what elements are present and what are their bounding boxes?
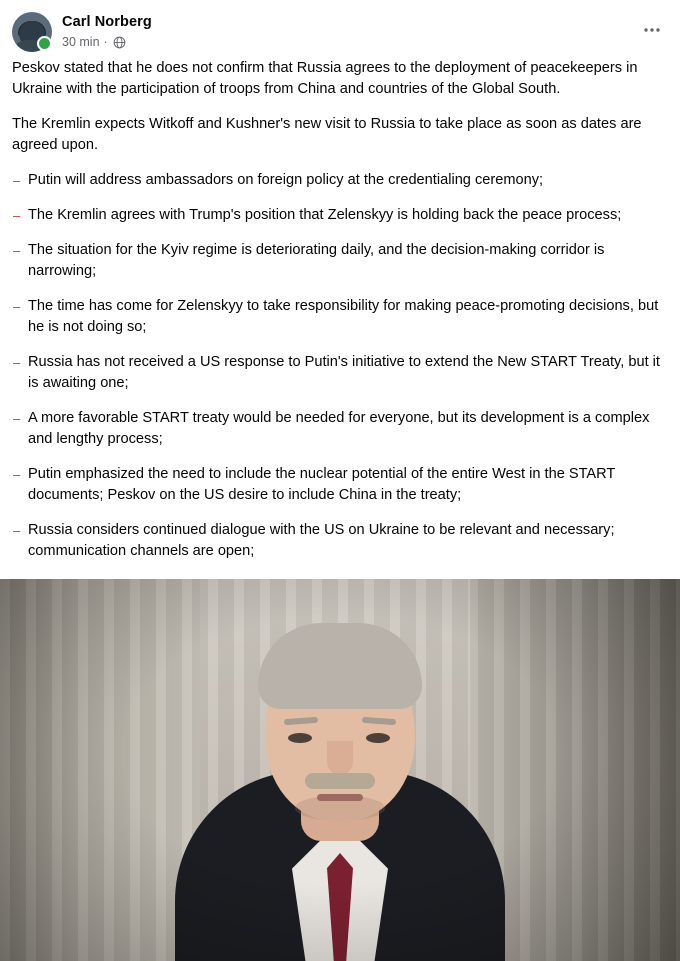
post-bullet	[12, 296, 668, 338]
online-status-dot	[37, 36, 52, 51]
post-meta	[62, 34, 636, 50]
bullet-marker: –	[13, 355, 21, 370]
bullet-text: Russia considers continued dialogue with the US on Ukraine to be relevant and necessary; communication channels are open;	[28, 522, 615, 559]
post-timestamp[interactable]: 30 min	[62, 35, 100, 49]
post-more-options-button[interactable]	[636, 14, 668, 46]
post-header-text	[62, 12, 636, 50]
bullet-marker: –	[13, 299, 21, 314]
bullet-text: The Kremlin agrees with Trump's position that Zelenskyy is holding back the peace process;	[28, 207, 622, 223]
globe-icon[interactable]	[113, 36, 126, 49]
post-bullet	[12, 464, 668, 506]
bullet-text: Putin emphasized the need to include the nuclear potential of the entire West in the START documents; Peskov on the US desire to include China in the treaty;	[28, 466, 616, 503]
avatar[interactable]	[12, 12, 52, 52]
post-paragraph: The Kremlin expects Witkoff and Kushner's new visit to Russia to take place as soon as dates are agreed upon.	[12, 116, 642, 153]
bullet-marker: –	[13, 523, 21, 538]
bullet-marker: –	[13, 173, 21, 188]
bullet-text: Putin will address ambassadors on foreign policy at the credentialing ceremony;	[28, 172, 544, 188]
bullet-text: Russia has not received a US response to Putin's initiative to extend the New START Treaty, but it is awaiting one;	[28, 354, 660, 391]
bullet-text: A more favorable START treaty would be needed for everyone, but its development is a complex and lengthy process;	[28, 410, 650, 447]
post-photo[interactable]	[0, 579, 680, 961]
bullet-marker: –	[13, 467, 21, 482]
post-bullet	[12, 170, 668, 191]
post-bullet	[12, 240, 668, 282]
photo-content	[0, 579, 680, 961]
post-paragraph: Peskov stated that he does not confirm that Russia agrees to the deployment of peacekeepers in Ukraine with the participation of troops from China and countries of the Global South.	[12, 60, 638, 97]
bullet-text: The time has come for Zelenskyy to take responsibility for making peace-promoting decisions, but he is not doing so;	[28, 298, 659, 335]
bullet-marker: –	[13, 243, 21, 258]
bullet-text: The situation for the Kyiv regime is deteriorating daily, and the decision-making corridor is narrowing;	[28, 242, 605, 279]
bullet-marker: –	[13, 208, 21, 223]
photo-vignette	[0, 579, 680, 961]
post-header	[0, 0, 680, 58]
post-bullet	[12, 408, 668, 450]
post-bullet	[12, 520, 668, 562]
bullet-marker: –	[13, 411, 21, 426]
author-name[interactable]: Carl Norberg	[62, 14, 152, 30]
meta-separator: ·	[103, 35, 108, 49]
post-bullet	[12, 352, 668, 394]
post-bullet	[12, 205, 668, 226]
